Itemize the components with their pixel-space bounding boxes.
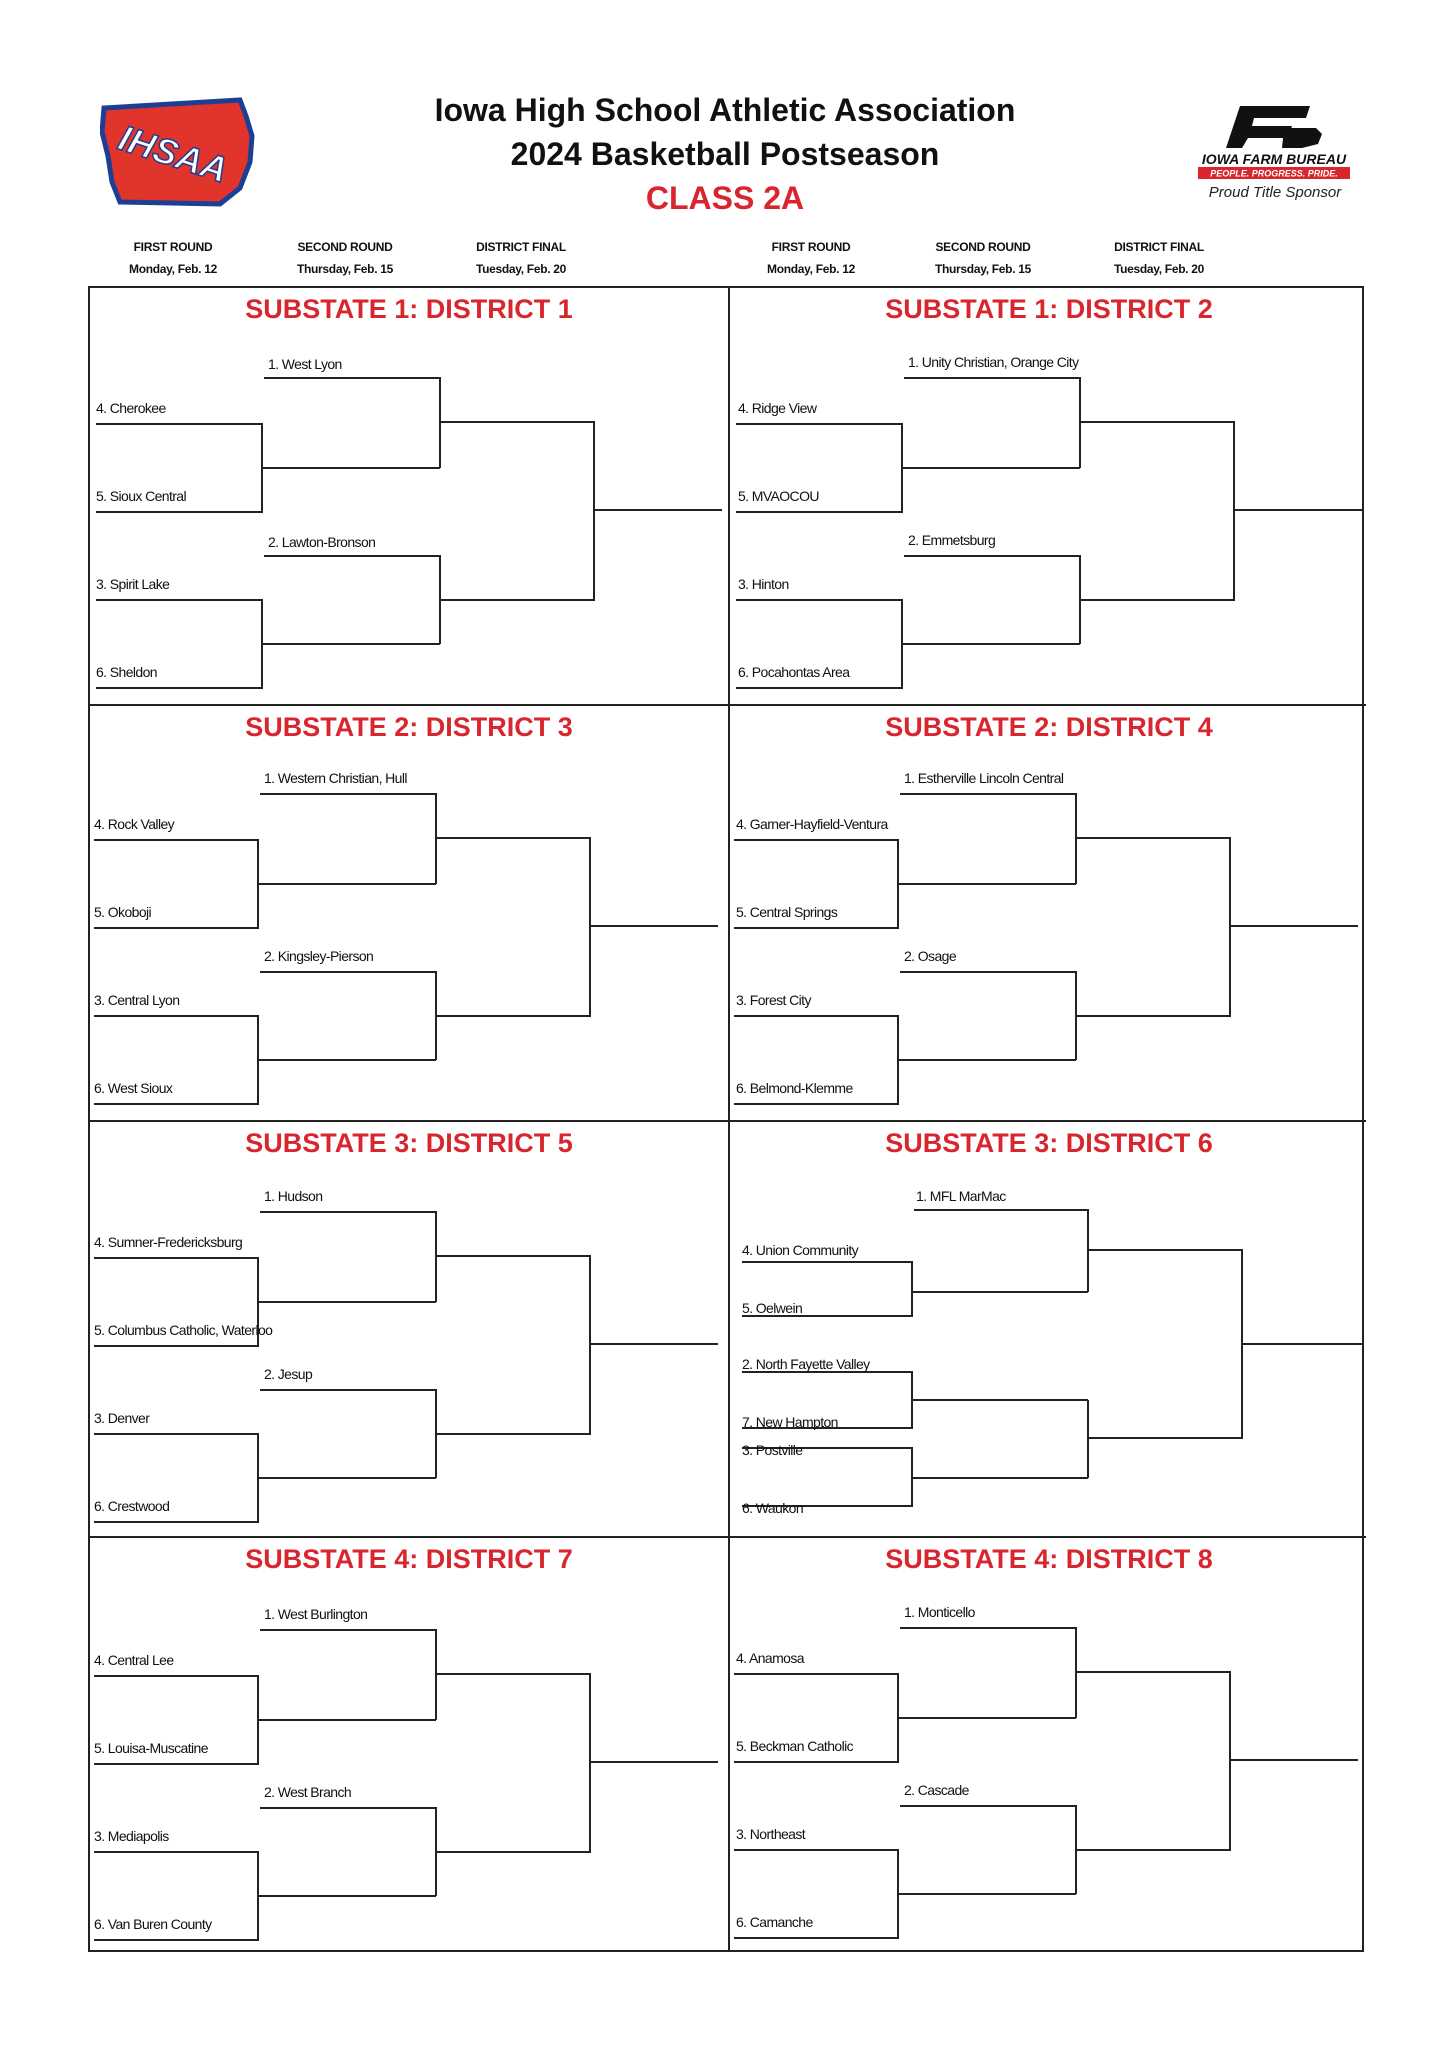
bracket-team: 3. Forest City	[736, 992, 811, 1008]
bracket-team: 5. Okoboji	[94, 904, 152, 920]
bracket-team: 3. Central Lyon	[94, 992, 180, 1008]
district-panel	[90, 1536, 728, 1952]
round-date: Thursday, Feb. 15	[934, 262, 1032, 276]
bracket-team: 1. Estherville Lincoln Central	[904, 770, 1064, 786]
bracket-team: 4. Ridge View	[738, 400, 817, 416]
bracket-team: 3. Postville	[742, 1442, 803, 1458]
bracket-team: 5. Columbus Catholic, Waterloo	[94, 1322, 273, 1338]
bracket-team: 6. Van Buren County	[94, 1916, 212, 1932]
bracket-team: 4. Rock Valley	[94, 816, 175, 832]
round-header-first-right	[726, 236, 896, 280]
round-date: Monday, Feb. 12	[129, 262, 217, 276]
class-label: CLASS 2A	[645, 180, 805, 216]
ihsaa-logo-text: IHSAA	[113, 116, 233, 191]
bracket-team: 2. North Fayette Valley	[742, 1356, 870, 1372]
bracket-team: 5. Oelwein	[742, 1300, 803, 1316]
bracket-team: 2. Kingsley-Pierson	[264, 948, 374, 964]
bracket-team: 5. Louisa-Muscatine	[94, 1740, 208, 1756]
bracket-team: 6. Pocahontas Area	[738, 664, 850, 680]
district-panel	[728, 1536, 1366, 1952]
round-date: Thursday, Feb. 15	[296, 262, 394, 276]
district-title: SUBSTATE 2: DISTRICT 3	[245, 712, 573, 742]
district-panel	[728, 288, 1366, 704]
district-title: SUBSTATE 3: DISTRICT 6	[885, 1128, 1213, 1158]
bracket-team: 1. MFL MarMac	[916, 1188, 1006, 1204]
bracket-lines	[730, 1122, 1366, 1538]
bracket-team: 2. Emmetsburg	[908, 532, 996, 548]
bracket-team: 1. West Lyon	[268, 356, 342, 372]
bracket-team: 2. West Branch	[264, 1784, 352, 1800]
round-name: DISTRICT FINAL	[476, 240, 566, 254]
bracket-team: 4. Central Lee	[94, 1652, 174, 1668]
bracket-team: 4. Anamosa	[736, 1650, 804, 1666]
district-title: SUBSTATE 4: DISTRICT 8	[885, 1544, 1213, 1574]
district-title: SUBSTATE 1: DISTRICT 2	[885, 294, 1213, 324]
round-header-second-left	[260, 236, 430, 280]
round-date: Tuesday, Feb. 20	[475, 262, 567, 276]
sponsor-name: IOWA FARM BUREAU	[1201, 151, 1347, 167]
district-title: SUBSTATE 4: DISTRICT 7	[245, 1544, 573, 1574]
district-title: SUBSTATE 3: DISTRICT 5	[245, 1128, 573, 1158]
bracket-team: 4. Union Community	[742, 1242, 859, 1258]
bracket-team: 2. Cascade	[904, 1782, 969, 1798]
round-header-first-left	[88, 236, 258, 280]
bracket-team: 6. Crestwood	[94, 1498, 170, 1514]
district-panel	[728, 1120, 1366, 1536]
round-header-final-right	[1074, 236, 1244, 280]
round-header-final-left	[436, 236, 606, 280]
bracket-team: 1. Hudson	[264, 1188, 323, 1204]
round-header-second-right	[898, 236, 1068, 280]
bracket-team: 4. Garner-Hayfield-Ventura	[736, 816, 888, 832]
sponsor-tagline: PEOPLE. PROGRESS. PRIDE.	[1210, 168, 1338, 179]
bracket-team: 4. Sumner-Fredericksburg	[94, 1234, 243, 1250]
bracket-team: 5. Sioux Central	[96, 488, 187, 504]
bracket-team: 3. Hinton	[738, 576, 789, 592]
ihsaa-logo	[100, 96, 260, 208]
title-line-1: Iowa High School Athletic Association	[434, 92, 1016, 128]
round-date: Tuesday, Feb. 20	[1113, 262, 1205, 276]
bracket-team: 5. Beckman Catholic	[736, 1738, 853, 1754]
bracket-team: 3. Denver	[94, 1410, 150, 1426]
page-title	[330, 88, 1120, 220]
bracket-team: 2. Jesup	[264, 1366, 313, 1382]
district-panel	[90, 704, 728, 1120]
round-name: FIRST ROUND	[771, 240, 851, 254]
district-title: SUBSTATE 1: DISTRICT 1	[245, 294, 573, 324]
sponsor-caption: Proud Title Sponsor	[1208, 184, 1342, 201]
bracket-team: 3. Spirit Lake	[96, 576, 170, 592]
bracket-team: 4. Cherokee	[96, 400, 166, 416]
bracket-team: 6. Belmond-Klemme	[736, 1080, 853, 1096]
bracket-team: 2. Lawton-Bronson	[268, 534, 376, 550]
bracket-team: 3. Northeast	[736, 1826, 806, 1842]
district-title: SUBSTATE 2: DISTRICT 4	[885, 712, 1213, 742]
round-name: SECOND ROUND	[297, 240, 393, 254]
bracket-team: 5. Central Springs	[736, 904, 838, 920]
bracket-lines	[90, 706, 726, 1122]
bracket-team: 6. Waukon	[742, 1500, 804, 1516]
bracket-team: 1. Western Christian, Hull	[264, 770, 407, 786]
bracket-team: 1. Unity Christian, Orange City	[908, 354, 1079, 370]
bracket-team: 5. MVAOCOU	[738, 488, 819, 504]
bracket-team: 7. New Hampton	[742, 1414, 838, 1430]
bracket-team: 2. Osage	[904, 948, 957, 964]
bracket-team: 1. West Burlington	[264, 1606, 368, 1622]
bracket-team: 1. Monticello	[904, 1604, 975, 1620]
bracket-team: 3. Mediapolis	[94, 1828, 169, 1844]
district-panel	[90, 1120, 728, 1536]
title-line-2: 2024 Basketball Postseason	[510, 136, 940, 172]
round-name: FIRST ROUND	[133, 240, 213, 254]
round-name: DISTRICT FINAL	[1114, 240, 1204, 254]
bracket-team: 6. Camanche	[736, 1914, 813, 1930]
district-panel	[90, 288, 728, 704]
bracket-lines	[730, 288, 1366, 704]
round-name: SECOND ROUND	[935, 240, 1031, 254]
bracket-grid	[88, 286, 1364, 1952]
bracket-team: 6. West Sioux	[94, 1080, 173, 1096]
round-date: Monday, Feb. 12	[767, 262, 855, 276]
bracket-team: 6. Sheldon	[96, 664, 157, 680]
district-panel	[728, 704, 1366, 1120]
